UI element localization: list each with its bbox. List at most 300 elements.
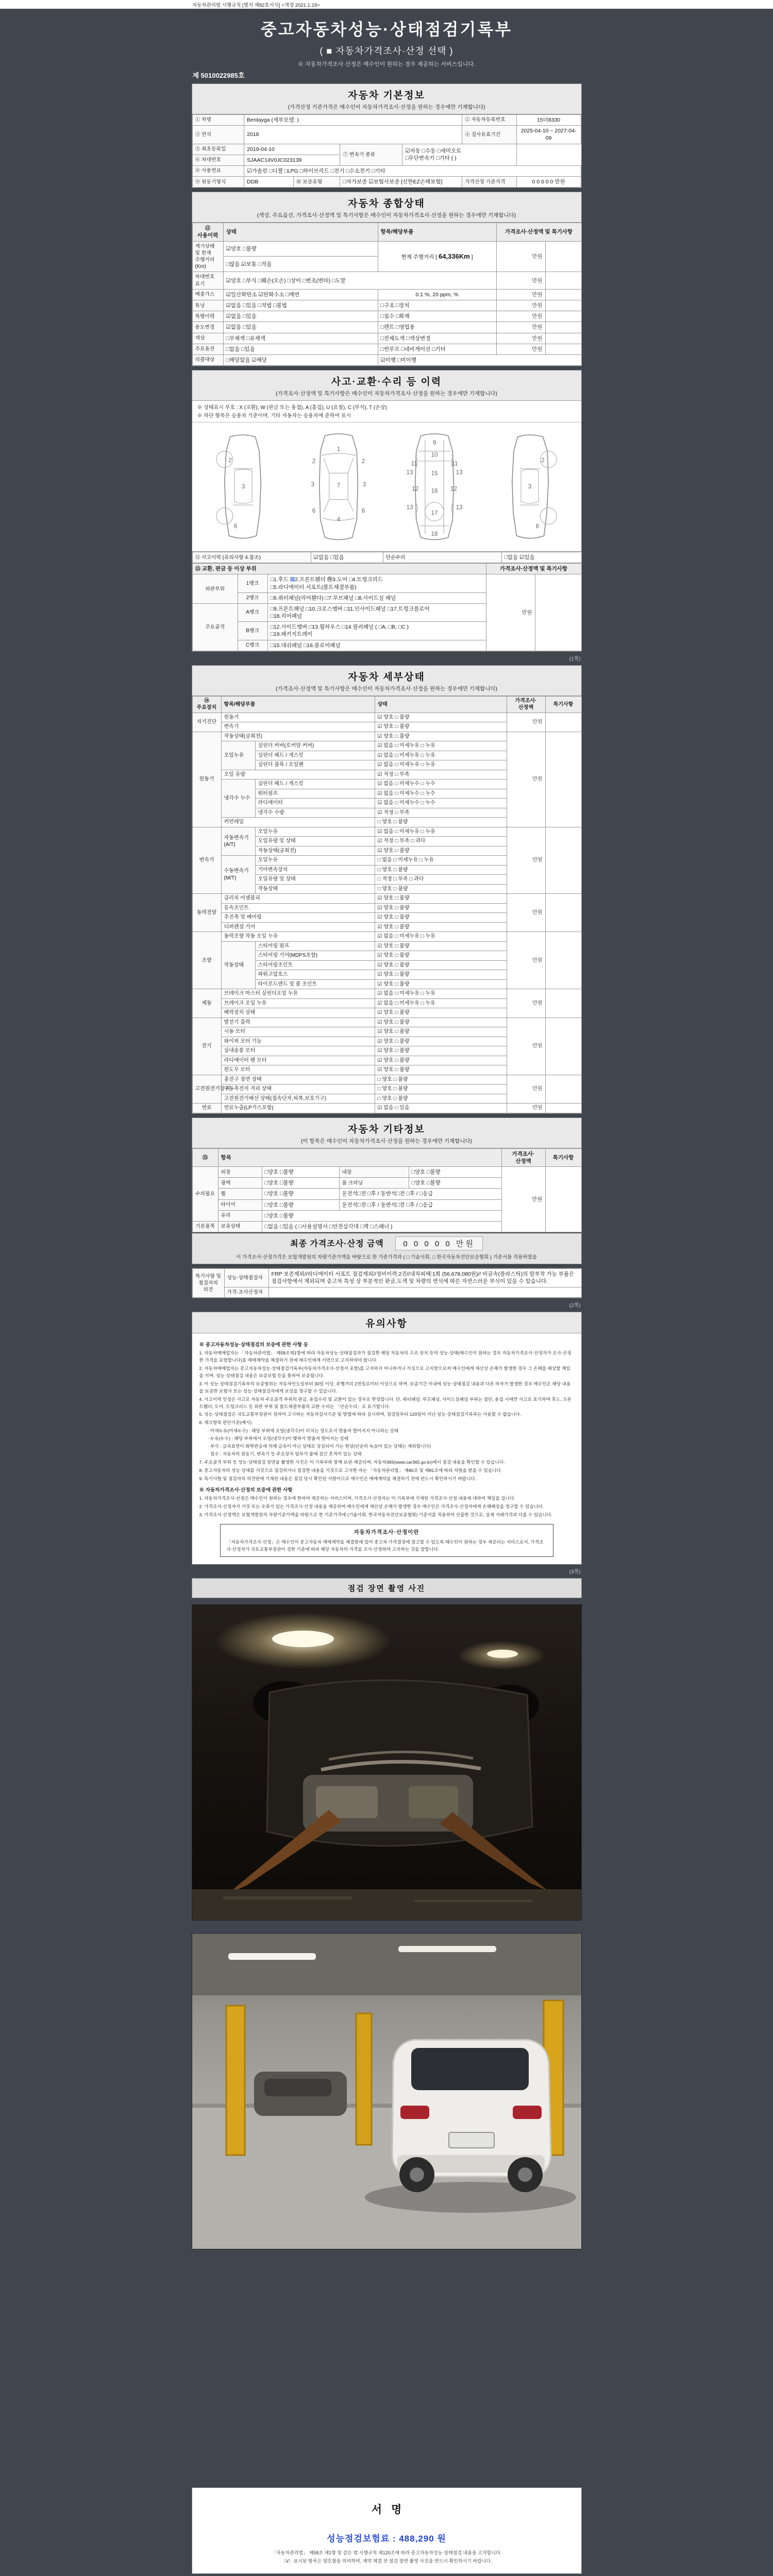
cell: ☑양호 □불량 [223,241,378,257]
notice-item: ※ 자동차가격조사·산정의 보증에 관한 사항 [199,1487,293,1493]
cell [545,311,581,322]
cell: ④ 검사유효기간 [462,126,516,144]
cell: 만원 [496,241,545,272]
svg-text:17: 17 [431,510,438,517]
cell: 15더8330 [516,115,581,126]
cell: 냉각수 누수 [221,779,255,818]
cell: SJAAC14V0JC023139 [244,155,340,165]
cell: □ 양호 □ 불량 [375,818,507,827]
cell: 만원 [496,272,545,289]
detail-header [192,666,581,696]
basic-info-header [192,84,581,114]
section-detail-state [192,665,582,1114]
cell: 오일누유 [255,856,375,866]
cell: 실린더 헤드 / 개스킷 [255,779,375,789]
cell: 커먼레일 [221,818,375,827]
cell: 만원 [507,1104,545,1113]
cell: 배출가스 [192,289,223,300]
history-header [192,370,581,401]
section-basic-info [192,83,582,188]
cell: 현재 주행거리 [ 64,336Km ] [378,241,496,272]
cell: 만원 [507,1018,545,1075]
detail-title: 자동차 세부상태 [348,671,425,683]
cell: 성능·상태점검자 [224,1269,268,1287]
cell: □양호 □불량 [262,1199,339,1210]
cell: 작동상태(공회전) [255,846,375,856]
cell: ☑ 양호 □ 불량 [375,1065,507,1075]
cell: ☑ 없음 □ 미세누수 □ 누수 [375,789,507,799]
cell: □9.프론트패널 □10.크로스멤버 □11.인사이드패널 □17.트렁크플로어 □18.리어패널 [267,603,486,621]
cell: 가격조사·산정액 [507,696,545,713]
cell: 주요골격 [192,603,238,651]
cell: 항목/해당부품 [378,223,496,241]
cell: 만원 [507,732,545,827]
cell: 기본품목 [192,1221,218,1232]
svg-text:2: 2 [361,458,365,465]
notice-item: ※ 중고자동차성능·상태점검의 보증에 관한 사항 등 [199,1342,308,1348]
cell: 리콜대상 [192,354,223,365]
cell [545,241,581,272]
cell: □ 적정 □ 부족 □ 과다 [375,875,507,885]
comprehensive-subtitle: (색상, 주요옵션, 가격조사·산정액 및 특기사항은 매수인이 자동차가격조사·산정을 원하는 경우에만 기재합니다) [257,212,516,219]
comprehensive-header [192,192,581,223]
cell: ⑬ 교환, 판금 등 이상 부위 [192,564,486,574]
svg-text:3: 3 [362,481,366,488]
notices-body [192,1333,581,1565]
cell: 만원 [496,333,545,344]
cell: 타이로드엔드 및 볼 조인트 [255,979,375,989]
report-title: 중고자동차성능·상태점검기록부 [260,20,513,39]
cell: 유리 [218,1210,262,1221]
cell: 워터펌프 [255,789,375,799]
svg-text:15: 15 [431,470,438,477]
cell: ☑일산화탄소 ☑탄화수소 □매연 [223,289,378,300]
cell [545,1018,581,1075]
cell [545,289,581,300]
car-side-right-diagram [489,428,572,546]
cell: □없음 ☑있음 [501,552,581,563]
cell: 변속기 [192,827,221,894]
cell: ☑ 양호 □ 불량 [375,1046,507,1056]
signature-note-1: 「자동차관리법」 제58조 제1항 및 같은 법 시행규칙 제120조에 따라 중고자동차성능·상태점검 내용을 고지합니다. [271,2550,502,2556]
basic-info-table [192,114,581,188]
cell [545,1075,581,1104]
cell: ☑ 없음 □ 미세누수 □ 누수 [375,779,507,789]
cell: 룸 크리닝 [339,1178,409,1189]
cell: 자기진단 [192,713,221,732]
cell: 만원 [496,300,545,311]
notice-item: · 부식 : 금속표면이 화학반응에 의해 금속이 아닌 상태로 상실되어 가는 현상(단순히 녹슬어 있는 상태는 제외합니다) [207,1444,431,1449]
cell: ☑ 적정 □ 부족 □ 과다 [375,837,507,846]
cell: 스티어링 펌프 [255,941,375,951]
cell: □양호 □불량 [262,1178,339,1189]
cell: 등속조인트 [221,903,375,913]
cell: ⑦ 변속기 종류 [340,144,402,165]
cell [545,1104,581,1113]
cell: ☑없음 □있음 [223,311,378,322]
cell: 외판부위 [192,574,238,604]
cell: 실린더 커버(로커암 커버) [255,741,375,751]
notice-item: 7. 주요골격 부위 등 성능·상태점검 장면을 촬영한 사진은 이 기록부와 함께 보관·제공되며, 자동차365(www.car365.go.kr)에서 점검 내용을 확인할 수 있습니다. [199,1459,505,1465]
cell: 전기 [192,1018,221,1075]
cell: 가격조사·산정액 및 특기사항 [496,223,581,241]
cell: 작동상태 [255,884,375,894]
svg-text:6: 6 [361,507,365,515]
cell: ⑤ 최초등록일 [192,144,244,155]
cell: 2018 [244,126,462,144]
cell: 만원 [507,1075,545,1104]
svg-text:6: 6 [535,523,539,530]
cell: 휠 [218,1189,262,1199]
cell: ☑ 양호 □ 불량 [375,979,507,989]
cell: 고전원전기배선 상태(접속단자,피복,보호기구) [221,1094,375,1104]
cell: 조향 [192,932,221,989]
cell: ☑없음 □있음 [223,322,378,333]
status-code-legend: ※ 상태표시 부호 : X (교환), W (판금 또는 용접), A (흠집), U (요철), C (부식), T (손상) [197,405,387,411]
cell: 용도변경 [192,322,223,333]
inspector-remarks-table [192,1268,581,1298]
cell: 고전원전기장치 [192,1075,221,1104]
cell: 변속기 [221,722,375,732]
cell: □양호 □불량 [409,1167,501,1178]
svg-text:12: 12 [450,485,457,493]
cell [545,732,581,827]
cell: ☑ 적정 □ 부족 [375,770,507,779]
cell [545,300,581,311]
notice-item: 5. 성능·상태점검은 국토교통부장관이 정하여 고시하는 자동차검사기준 및 방법에 따라 실시하며, 점검일부터 120일이 지난 성능·상태점검기록부는 사용할 수 없습니다. [199,1412,522,1417]
cell: 가격·조사산정자 [224,1287,268,1297]
svg-text:3: 3 [528,483,531,490]
passenger-car-note: ※ 하단 항목은 승용차 기준이며, 기타 자동차는 승용차에 준하여 표시 [197,413,351,419]
cell: 만원 [486,574,535,651]
cell: □ 양호 □ 불량 [375,884,507,894]
cell [545,827,581,894]
cell: DDB [244,177,294,188]
cell: ☑ 양호 □ 불량 [375,960,507,970]
cell: 작동상태 [221,941,255,989]
cell: □썬루프 □네비게이션 □기타 [378,344,496,354]
cell: 시동 모터 [221,1027,375,1037]
cell: □양호 □불량 [409,1178,501,1189]
cell: 와이퍼 모터 기능 [221,1037,375,1046]
cell: 0.1 %, 20 ppm, % [378,289,496,300]
cell: 2019-04-10 [244,144,340,155]
cell: 만원 [496,311,545,322]
cell: ☑없음 □있음 [311,552,383,563]
cell: 2랭크 [238,592,267,603]
cell: 충전구 절연 상태 [221,1075,375,1084]
cell: 만원 [507,827,545,894]
car-side-left-diagram [201,428,284,546]
notice-item: · 미세누유(미세누수) : 해당 부위에 오일(냉각수)이 비치는 정도로서 방울져 떨어지지 아니하는 상태 [207,1428,399,1434]
cell [545,322,581,333]
section-notices [192,1312,582,1565]
cell [268,1287,581,1297]
cell: □침수 □화재 [378,311,496,322]
cell: □많음 ☑보통 □적음 [223,257,378,272]
cell: ☑ 양호 □ 불량 [375,941,507,951]
cell: ☑양호 □부식 □훼손(오손) □상이 □변조(변타) □도말 [223,272,496,289]
cell: 원동기 [221,713,375,722]
notice-item: 1. 자동차매매업자는 「자동차관리법」 제58조제1항에 따라 자동차성능·상태점검자가 점검한 해당 자동차의 구조·장치 등의 성능·상태(매수인이 원하는 경우 자동차가격조사·산정자가 조사·산정한 가격을 포함합니다)를 매매계약을 체결하기 전에 매수인에게 서면으로 고지하여야 합니다. [199,1350,572,1363]
cell: 브레이크 마스터 실린더오일 누유 [221,989,375,999]
cell: □없음 □있음 ( □사용설명서 □안전삼각대 □잭 □스패너 ) [262,1221,501,1232]
cell: 튜닝 [192,300,223,311]
other-subtitle: (이 항목은 매수인이 자동차가격조사·산정을 원하는 경우에만 기재합니다) [300,1138,473,1144]
notice-item: 8. 중고자동차의 성능·상태를 거짓으로 점검하거나 점검한 내용을 거짓으로 고지한 자는 「자동차관리법」 제80조 및 제81조에 따라 처벌을 받을 수 있습니다. [199,1467,502,1473]
svg-text:13: 13 [456,504,463,511]
cell: 라디에이터 [255,799,375,808]
cell: FRP 보증제외//라디에이터 서포트 점검제외//정비이력:2건//내차피해:1회 (56,678,080원)// 비금속(플라스틱)의 탈부착 가능 부품은 점검사항에서 제외되며 중고차 특성 상 부분적인 판금,도색 및 차량의 연식에 따른 자연스러운 부식이 있을 수 있습니다. [268,1269,581,1287]
cell: ☑ 양호 □ 불량 [375,913,507,923]
svg-text:16: 16 [431,487,438,495]
cell: 작동상태(공회전) [221,732,375,741]
signature-notes [192,2549,581,2565]
cell: ⑧ 사용연료 [192,165,244,176]
cell: ☑ 없음 □ 미세누유 □ 누유 [375,760,507,770]
cell: ☑ 양호 □ 불량 [375,722,507,732]
cell: 발전기 출력 [221,1018,375,1027]
cell: 0 0 0 0 0 만원 [516,177,581,188]
svg-text:3: 3 [242,483,245,490]
car-underbody-diagram [393,428,476,546]
notice-item: 2. 가격조사·산정자가 거짓 또는 오류가 있는 가격조사·산정 내용을 제공하여 매수인에게 재산상 손해가 발생한 경우 매수인은 가격조사·산정자에게 손해배상을 청구할 수 있습니다. [199,1504,544,1509]
history-legend [192,401,581,422]
cell: □양호 □불량 [262,1167,339,1178]
report-service-note: ※ 자동차가격조사·산정은 매수인이 원하는 경우 제공하는 서비스입니다. [297,61,476,67]
photo-suv-rear [192,1933,582,2249]
svg-text:13: 13 [456,469,463,476]
signature-note-2: 〔Ⅴ〕표시된 항목은 양호함을 의미하며, 계약 체결 전 점검 장면 촬영 사진을 반드시 확인하시기 바랍니다. [281,2558,492,2564]
cell: 브레이크 오일 누유 [221,998,375,1008]
cell: □자가보증 ☑보험사보증 [신한EZ손해보험] [340,177,462,188]
cell: 만원 [496,322,545,333]
svg-text:6: 6 [234,523,238,530]
cell: 연료 [192,1104,221,1113]
detail-table [192,696,581,1113]
page-mark-3: (3쪽) [569,1569,581,1575]
svg-text:18: 18 [431,530,438,537]
notices-title: 유의사항 [365,1318,408,1329]
cell: ☑ 양호 □ 불량 [375,951,507,961]
cell: 클러치 어셈블리 [221,894,375,904]
final-price-note: 이 가격조사·산정가격은 보험개발원의 차량기준가액을 바탕으로 한 기준가격과 ( □ 기술사회, □ 한국자동차진단보증협회 ) 기준서를 적용하였음 [236,1255,537,1261]
svg-text:9: 9 [432,439,436,446]
svg-text:12: 12 [412,485,419,493]
cell: 만원 [496,289,545,300]
svg-text:2: 2 [541,457,545,464]
cell: ① 차명 [192,115,244,126]
notice-item: · 침수 : 자동차의 원동기, 변속기 등 주요장치 일부가 물에 잠긴 흔적이 있는 상태 [207,1451,362,1457]
basic-info-title: 자동차 기본정보 [348,90,425,101]
cell: 만원 [507,989,545,1018]
cell: 광택 [218,1178,262,1189]
page-mark-2: (2쪽) [569,1302,581,1309]
cell: 특별이력 [192,311,223,322]
cell: 1랭크 [238,574,267,592]
cell: 만원 [507,894,545,932]
notice-item: 6. 체크항목 판단기준(예시) [199,1420,252,1426]
svg-text:3: 3 [311,481,315,488]
cell: ☑자동 □수동 □세미오토 □무단변속기 □기타 ( ) [402,144,516,165]
cell: ☑ 적정 □ 부족 [375,808,507,818]
svg-text:2: 2 [312,458,316,465]
cell: 2025-04-10 ~ 2027-04-09 [516,126,581,144]
cell: ⑩ 보증유형 [293,177,340,188]
page-mark-1: (1쪽) [569,656,581,662]
cell: ☑ 양호 □ 불량 [375,1056,507,1065]
form-reference-text: 자동차관리법 시행규칙 [별지 제82호서식] <개정 2021.1.19> [192,3,320,8]
form-reference [0,0,773,9]
cell [545,932,581,989]
cell: 라디에이터 팬 모터 [221,1056,375,1065]
cell: ⑪ 사용이력 [192,223,223,241]
notice-item: 3. 가격조사·산정액은 보험개발원의 차량기준가액을 바탕으로 한 기준가격에 (기술사회, 한국자동차진단보증협회) 기준서를 적용하여 산출한 것으로, 실제 거래가격과 다를 수 있습니다. [199,1512,552,1517]
history-subtitle: (가격조사·산정액 및 특기사항은 매수인이 자동차가격조사·산정을 원하는 경우에만 기재합니다) [276,391,497,397]
cell: ⑮ [192,1148,218,1166]
notice-item: · 누유(누수) : 해당 부위에서 오일(냉각수)이 맺혀서 방울져 떨어지는 상태 [207,1436,349,1442]
cell: 연료누출(LP가스포함) [221,1104,375,1113]
cell: 상태 [375,696,507,713]
cell: ☑ 없음 □ 미세누유 □ 누유 [375,998,507,1008]
cell: □ 양호 □ 불량 [375,1075,507,1084]
cell: 오일누유 [221,741,255,770]
cell: 특기사항 [545,1148,581,1166]
section-signature [192,2487,582,2574]
cell: 수리필요 [192,1167,218,1222]
cell: ☑ 양호 □ 불량 [375,903,507,913]
cell: 자동변속기 (A/T) [221,827,255,856]
other-header [192,1118,581,1148]
svg-text:7: 7 [337,482,341,489]
cell: 가격조사·산정액 [501,1148,545,1166]
cell: 스티어링조인트 [255,960,375,970]
cell: 항목/해당부품 [221,696,375,713]
cell: 외장 [218,1167,262,1178]
cell [545,333,581,344]
cell: A랭크 [238,603,267,621]
cell: 실린더 헤드 / 개스킷 [255,751,375,760]
cell: □양호 □불량 [262,1189,339,1199]
cell: 주요옵션 [192,344,223,354]
cell: 보유상태 [218,1221,262,1232]
cell: ☑ 양호 □ 불량 [375,732,507,741]
photo-underbody-lift [192,1604,582,1921]
cell: 가격산정 기준가격 [462,177,516,188]
final-price-band [192,1232,581,1264]
cell: ⑨ 원동기형식 [192,177,244,188]
cell: □전체도색 □색상변경 [378,333,496,344]
document-number: 제 5010022985호 [192,72,245,79]
cell: □ 양호 □ 불량 [375,865,507,875]
cell: 특기사항 [545,696,581,713]
cell: ② 자동차등록번호 [462,115,516,126]
cell: 가격조사·산정액 및 특기사항 [486,564,581,574]
svg-text:4: 4 [337,516,341,523]
cell: ☑ 없음 □ 미세누유 □ 누유 [375,827,507,837]
cell: ☑ 양호 □ 불량 [375,1018,507,1027]
car-damage-diagrams [192,422,581,552]
basic-info-subtitle: (가격산정 기준가격은 매수인이 자동차가격조사·산정을 원하는 경우에만 기재합니다) [288,104,485,110]
cell: ⑭ 주요장치 [192,696,221,713]
cell: 색상 [192,333,223,344]
cell: 내장 [339,1167,409,1178]
cell [545,713,581,732]
svg-text:11: 11 [451,460,458,467]
cell: ☑ 양호 □ 불량 [375,846,507,856]
notice-item: 9. 특기사항 및 점검자의 의견란에 기재된 내용은 점검 당시 확인된 사항이므로 매수인은 매매계약을 체결하기 전에 반드시 확인하시기 바랍니다. [199,1476,476,1481]
cell: 파워고압호스 [255,970,375,980]
cell: □없음 □있음 [223,344,378,354]
cell: □12.사이드멤버 □13.휠하우스 □14.필러패널 ( □A, □B, □C ) □19.패키지트레이 [267,622,486,640]
cell: □양호 □불량 [262,1210,501,1221]
cell: ☑ 없음 □ 미세누유 □ 누유 [375,741,507,751]
cell: ☑ 없음 □ 미세누수 □ 누수 [375,799,507,808]
notice-item: 3. 이 성능·상태점검기록부의 보증범위는 자동차인도일부터 30일 이상, 주행거리 2천킬로미터 이상으로 하며, 보증기간 이내에 성능·상태점검 내용과 다른 하자가 발생한 경우 매수인은 해당 내용을 보증한 보험사 또는 성능·상태점검자에게 보상을 청구할 수 있습니다. [199,1381,571,1394]
section-accident-history [192,370,582,652]
comprehensive-table [192,223,581,366]
cell [535,574,581,651]
photos-header: 점검 장면 촬영 사진 [192,1578,582,1598]
cell: □구조 □장치 [378,300,496,311]
signature-heading: 서명 [371,2504,411,2516]
final-price-label: 최종 가격조사·산정 금액 [290,1240,384,1249]
notice-item: 2. 자동차매매업자는 중고자동차성능·상태점검기록부(자동차가격조사·산정서 포함)를 고지하지 아니하거나 거짓으로 고지함으로써 매수인에게 재산상 손해가 발생한 경우 그 손해를 배상할 책임을 지며, 성능·상태점검 내용은 보증보험 등을 통하여 보증됩니다. [199,1365,570,1378]
cell: 오일유량 및 상태 [255,837,375,846]
cell: □해당없음 ☑해당 [223,354,378,365]
cell: 수동변속기 (M/T) [221,856,255,894]
cell: 계기상태 및 현재 주행거리 (Km) [192,241,223,272]
cell: ☑ 없음 □ 있음 [375,1104,507,1113]
cell: ☑ 없음 □ 미세누유 □ 누유 [375,932,507,942]
cell: 원동기 [192,732,221,827]
underbody-photo-art [192,1605,581,1920]
cell: ☑ 양호 □ 불량 [375,1008,507,1018]
report-subtitle: ( ■ 자동차가격조사·산정 선택 ) [320,46,453,56]
cell: ③ 연식 [192,126,244,144]
cell: C랭크 [238,640,267,651]
inspection-insurance-fee: 성능점검보험료 : 488,290 원 [327,2534,446,2544]
cell: ☑ 양호 □ 불량 [375,894,507,904]
svg-text:6: 6 [312,507,316,515]
cell: B랭크 [238,622,267,640]
cell: ☑ 없음 □ 미세누유 □ 누유 [375,989,507,999]
cell: ☑이행 □미이행 [378,354,581,365]
notices-header [192,1312,581,1333]
section-comprehensive-state [192,192,582,366]
comprehensive-title: 자동차 종합상태 [348,198,425,210]
cell: □ 없음 □ 미세누유 □ 누유 [375,856,507,866]
cell: □15.대쉬패널 □16.플로어패널 [267,640,486,651]
other-info-table [192,1148,581,1232]
cell: 만원 [507,713,545,732]
cell: 오일누유 [255,827,375,837]
cell: 윈도우 모터 [221,1065,375,1075]
cell: 타이어 [218,1199,262,1210]
cell: 차대번호 표기 [192,272,223,289]
cell: ☑ 양호 □ 불량 [375,970,507,980]
other-title: 자동차 기타정보 [348,1124,425,1135]
cell: 만원 [507,932,545,989]
cell: ☑ 양호 □ 불량 [375,1037,507,1046]
cell: 만원 [501,1167,545,1232]
cell: 특기사항 및 점검자의 의견 [192,1269,224,1298]
notice-item: 1. 자동차가격조사·산정은 매수인이 원하는 경우에 한하여 제공하는 서비스이며, 가격조사·산정자는 이 기록부에 기재된 가격조사·산정 내용에 대하여 책임을 집니다. [199,1496,515,1501]
cell: 디퍼렌셜 기어 [221,922,375,932]
svg-text:11: 11 [411,460,417,467]
suv-rear-photo-art [192,1934,581,2249]
cell: 추진축 및 베어링 [221,913,375,923]
